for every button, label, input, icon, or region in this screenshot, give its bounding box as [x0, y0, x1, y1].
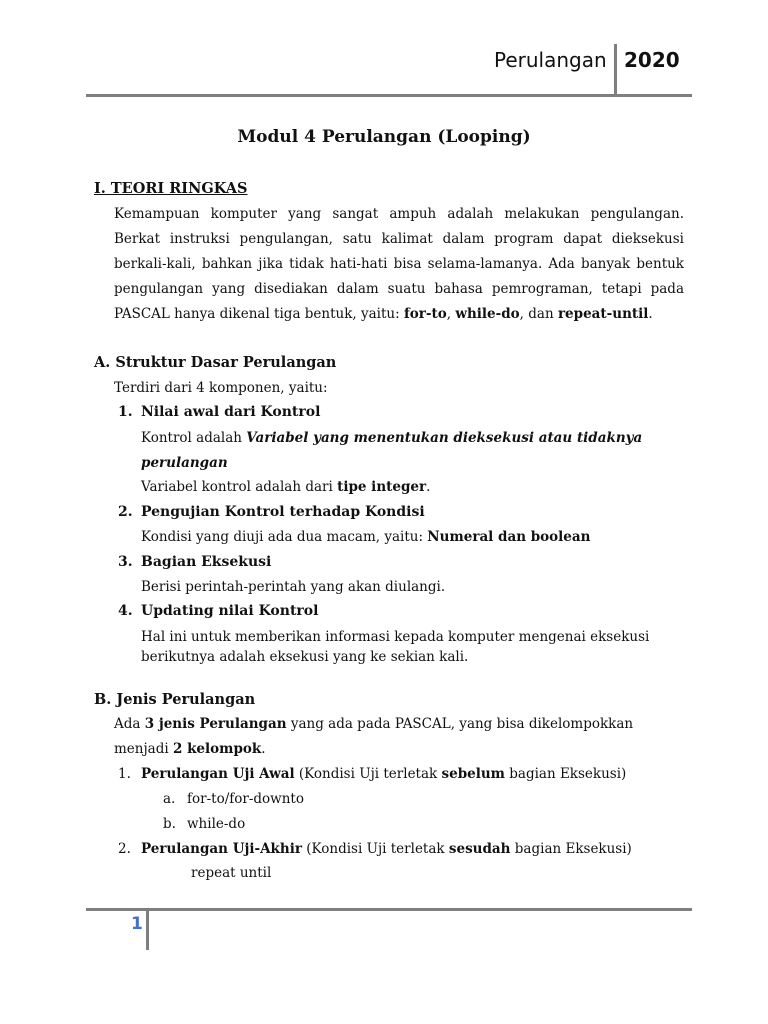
item-text — [141, 529, 590, 545]
group-title: Perulangan Uji-Akhir — [141, 841, 302, 857]
teori-bold-whiledo: while-do — [455, 306, 520, 322]
jenis-text-part: Ada — [114, 716, 145, 732]
item-text — [141, 430, 642, 446]
struktur-intro: Terdiri dari 4 komponen, yaitu: — [114, 380, 328, 396]
teori-sep: , dan — [519, 306, 558, 322]
page-number: 1 — [131, 914, 143, 934]
item-number: 3. — [118, 554, 133, 570]
item-number: 4. — [118, 603, 133, 619]
group-desc: bagian Eksekusi) — [504, 766, 627, 782]
sub-item-text: repeat until — [191, 865, 272, 881]
item-number: 2. — [118, 504, 133, 520]
group-desc: (Kondisi Uji terletak — [301, 841, 449, 857]
sub-item-label: b. — [163, 816, 176, 832]
teori-end: . — [648, 306, 653, 322]
teori-sep: , — [446, 306, 456, 322]
sub-item-label: a. — [163, 791, 176, 807]
teori-text: Kemampuan komputer yang sangat ampuh adalah melakukan pengulangan. Berkat instruksi pengulangan, satu kalimat dalam program dapat dieksekusi berkali-kali, bahkan jika tidak hati-hati bisa selama-lamanya. Ada banyak bentuk pengulangan yang disediakan dalam suatu bahasa pemrograman, tetapi pada PASCAL hanya dikenal tiga bentuk, yaitu: — [114, 206, 684, 322]
header-divider — [614, 44, 617, 96]
item-text-part: . — [426, 479, 431, 495]
footer-divider — [146, 908, 149, 950]
item-text: Berisi perintah-perintah yang akan diulangi. — [141, 579, 446, 595]
teori-bold-forto: for-to — [403, 306, 447, 322]
sub-item-text: for-to/for-downto — [187, 791, 304, 807]
group-line — [141, 841, 632, 857]
item-text-part: Kontrol adalah — [141, 430, 247, 446]
teori-bold-repeat: repeat-until — [557, 306, 649, 322]
group-number: 1. — [118, 766, 131, 782]
header-year: 2020 — [624, 48, 680, 72]
jenis-text-bold: 2 kelompok — [172, 741, 262, 757]
jenis-text-part: menjadi — [114, 741, 173, 757]
teori-paragraph — [114, 202, 684, 327]
sub-item-text: while-do — [187, 816, 246, 832]
item-text-emphasis: Variabel yang menentukan dieksekusi atau tidaknya — [246, 430, 643, 446]
section-heading-teori: I. TEORI RINGKAS — [94, 180, 248, 197]
group-number: 2. — [118, 841, 131, 857]
jenis-text-part: yang ada pada PASCAL, yang bisa dikelompokkan — [286, 716, 634, 732]
item-text-part: Variabel kontrol adalah dari — [141, 479, 338, 495]
group-title: Perulangan Uji Awal — [141, 766, 295, 782]
group-line — [141, 766, 626, 782]
item-text-bold: tipe integer — [337, 479, 427, 495]
header-title: Perulangan — [494, 48, 607, 72]
item-text-part: Kondisi yang diuji ada dua macam, yaitu: — [141, 529, 428, 545]
jenis-text — [114, 741, 266, 757]
section-heading-jenis: B. Jenis Perulangan — [94, 691, 256, 708]
item-text-emphasis: perulangan — [141, 455, 228, 471]
item-text — [141, 479, 430, 495]
item-text: Hal ini untuk memberikan informasi kepada komputer mengenai eksekusi — [141, 629, 650, 645]
item-text: berikutnya adalah eksekusi yang ke sekian kali. — [141, 649, 469, 665]
item-number: 1. — [118, 404, 133, 420]
item-title: Nilai awal dari Kontrol — [141, 404, 321, 420]
group-desc-bold: sebelum — [441, 766, 505, 782]
jenis-text-bold: 3 jenis Perulangan — [144, 716, 287, 732]
section-heading-struktur: A. Struktur Dasar Perulangan — [94, 354, 337, 371]
header-rule — [86, 94, 692, 97]
group-desc: bagian Eksekusi) — [510, 841, 632, 857]
group-desc: (Kondisi Uji terletak — [294, 766, 442, 782]
footer-rule — [86, 908, 692, 911]
group-desc-bold: sesudah — [448, 841, 511, 857]
jenis-text — [114, 716, 633, 732]
item-text-bold: Numeral dan boolean — [427, 529, 591, 545]
item-title: Pengujian Kontrol terhadap Kondisi — [141, 504, 425, 520]
item-title: Updating nilai Kontrol — [141, 603, 319, 619]
jenis-text-part: . — [261, 741, 266, 757]
document-title: Modul 4 Perulangan (Looping) — [237, 127, 531, 147]
item-title: Bagian Eksekusi — [141, 554, 272, 570]
